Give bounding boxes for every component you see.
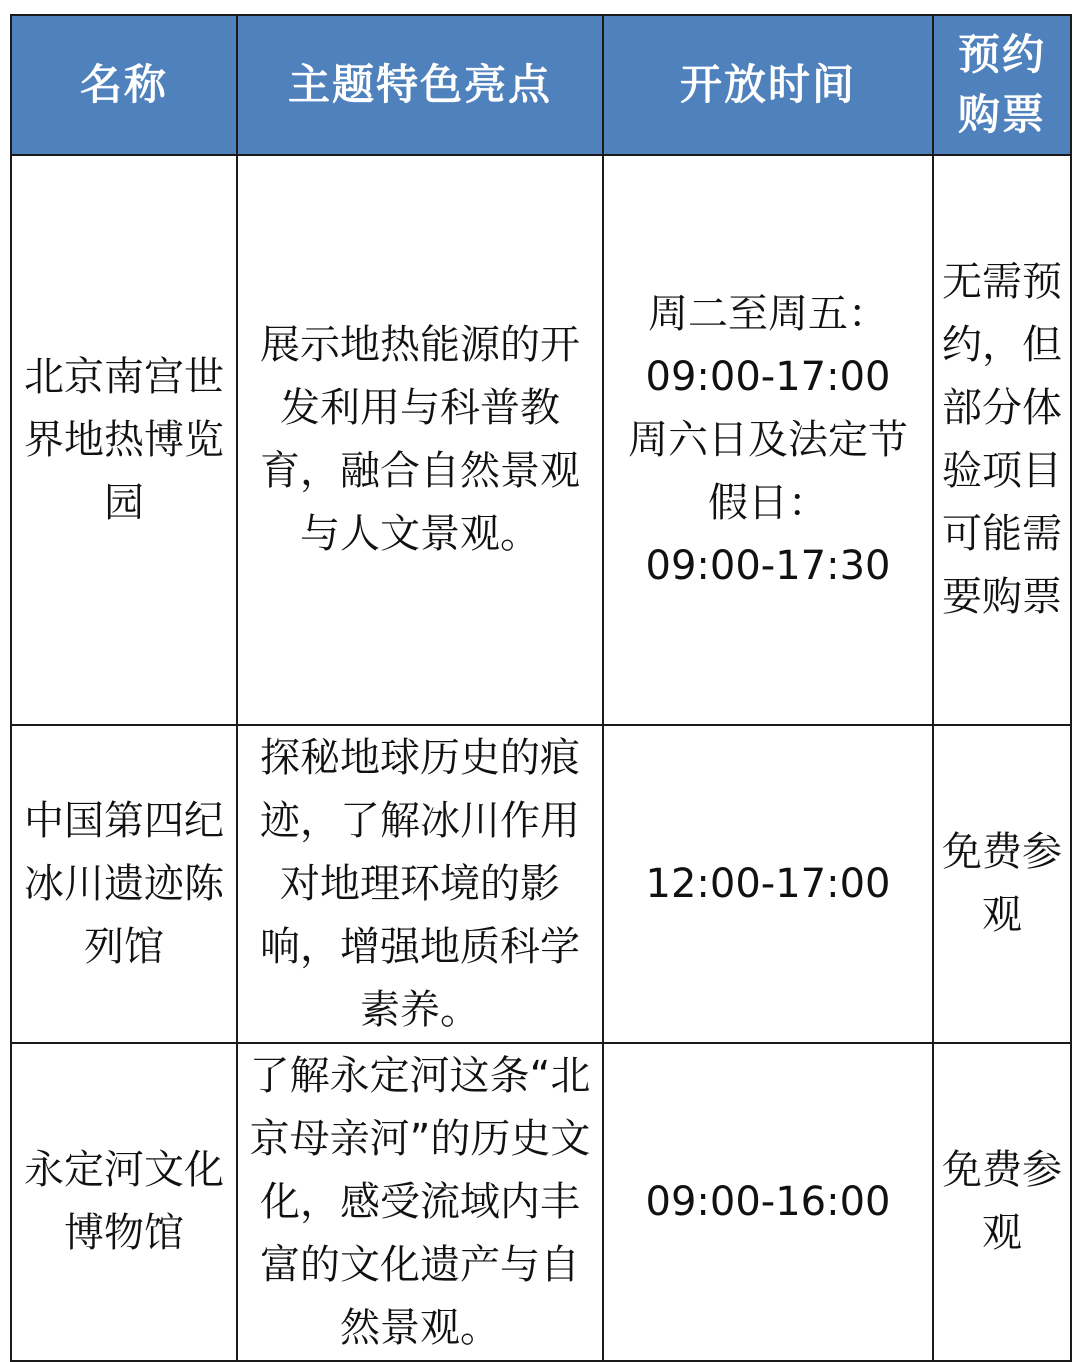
venue-theme: 探秘地球历史的痕迹，了解冰川作用对地理环境的影响，增强地质科学素养。 [260,734,580,1033]
header-booking: 预约购票 [933,15,1071,155]
venue-name: 北京南宫世界地热博览园 [24,353,224,526]
venue-hours: 周二至周五： 09:00-17:00 周六日及法定节假日： 09:00-17:30 [628,290,908,589]
venue-booking: 无需预约，但部分体验项目可能需要购票 [942,259,1062,620]
venue-hours-cell [603,725,933,1043]
venue-booking-cell [933,155,1071,725]
table-row [11,725,1071,1043]
venue-name-cell [11,155,237,725]
venue-hours: 09:00-16:00 [645,1178,891,1225]
venue-hours-cell [603,155,933,725]
venue-booking: 免费参观 [942,1147,1062,1256]
venue-booking-cell [933,725,1071,1043]
table-body [11,155,1071,1361]
venue-hours-cell [603,1043,933,1361]
table-row [11,155,1071,725]
venue-name: 中国第四纪冰川遗迹陈列馆 [24,797,224,970]
venue-theme-cell [237,155,603,725]
venue-theme-cell [237,1043,603,1361]
venue-booking-cell [933,1043,1071,1361]
venue-name-cell [11,1043,237,1361]
header-row [11,15,1071,155]
venue-booking: 免费参观 [942,829,1062,938]
table-header [11,15,1071,155]
venue-info-table [10,14,1072,1362]
venue-name: 永定河文化博物馆 [24,1147,224,1256]
header-theme: 主题特色亮点 [237,15,603,155]
venue-theme: 展示地热能源的开发利用与科普教育，融合自然景观与人文景观。 [260,322,580,557]
venue-theme-cell [237,725,603,1043]
venue-name-cell [11,725,237,1043]
venue-theme: 了解永定河这条“北京母亲河”的历史文化，感受流域内丰富的文化遗产与自然景观。 [249,1052,591,1351]
header-hours: 开放时间 [603,15,933,155]
venue-hours: 12:00-17:00 [645,860,891,907]
table-row [11,1043,1071,1361]
header-name: 名称 [11,15,237,155]
